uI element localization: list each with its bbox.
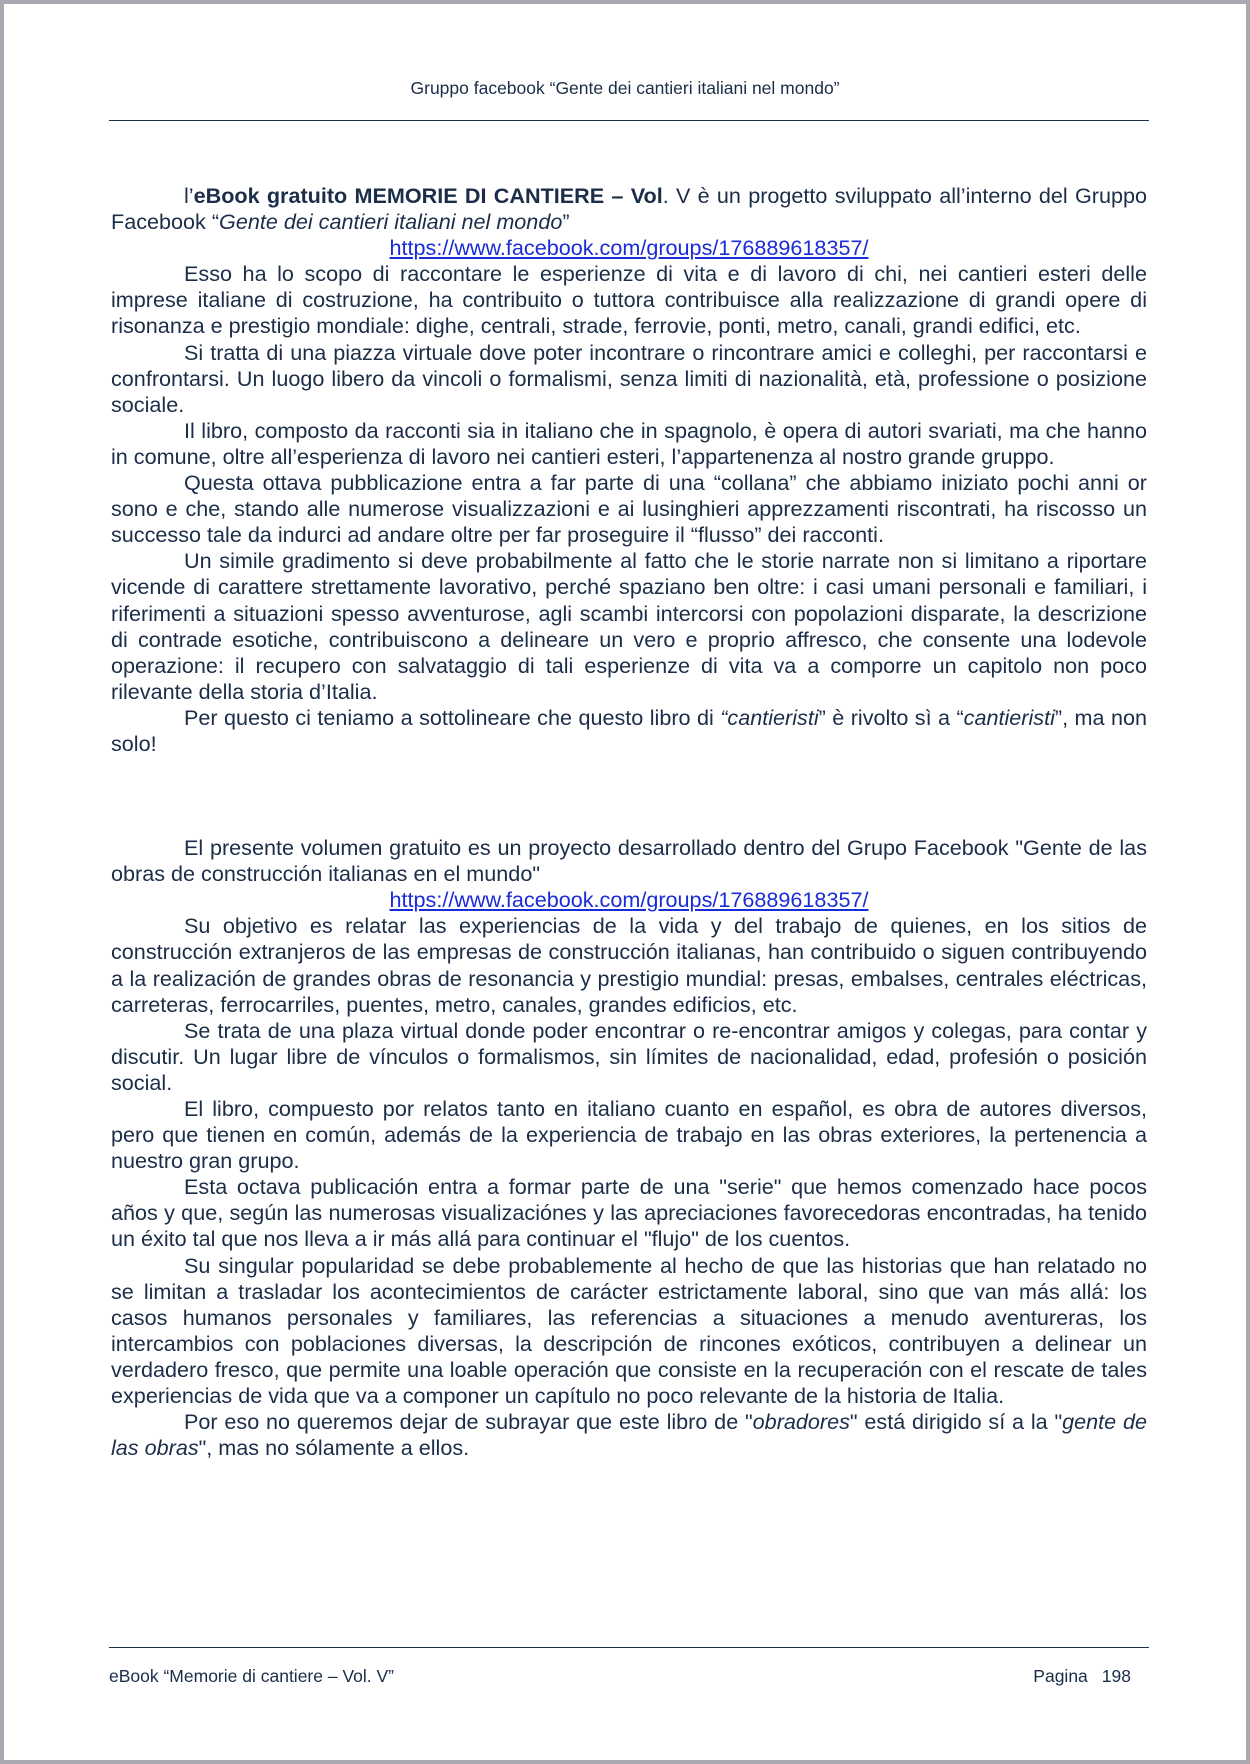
it-intro-pre: l’: [184, 183, 194, 208]
it-p6-italic-2: cantieristi: [963, 704, 1055, 730]
es-p6-c: ", mas no sólamente a ellos.: [198, 1435, 470, 1461]
it-paragraph-3: Il libro, composto da racconti sia in italiano che in spagnolo, è opera di autori svariati, ma che hanno in comune, oltre all’esperienza di lavoro nei cantieri esteri, l’appartenenza al nostro grande gruppo.: [111, 417, 1147, 469]
es-paragraph-2: Se trata de una plaza virtual donde poder encontrar o re-encontrar amigos y colegas, para contar y discutir. Un lugar libre de vínculos o formalismos, sin límites de nacionalidad, edad, profesión o posición social.: [111, 1017, 1147, 1095]
it-paragraph-6: [111, 705, 1147, 757]
es-paragraph-1: Su objetivo es relatar las experiencias de la vida y del trabajo de quienes, en los sitios de construcción extranjeros de las empresas de construcción italianas, han contribuido o siguen contribuyendo a la realización de grandes obras de resonancia y prestigio mundial: presas, embalses, centrales eléctricas, carreteras, ferrocarriles, puentes, metro, canales, grandes edificios, etc.: [111, 913, 1147, 1017]
footer-book-title: eBook “Memorie di cantiere – Vol. V”: [109, 1666, 394, 1686]
it-paragraph-4: Questa ottava pubblicazione entra a far parte di una “collana” che abbiamo iniziato pochi anni or sono e che, stando alle numerose visualizzazioni e ai lusinghieri apprezzamenti riscontrati, ha riscosso un successo tale da indurci ad andare oltre per far proseguire il “flusso” dei racconti.: [111, 470, 1147, 548]
es-paragraph-4: Esta octava publicación entra a formar parte de una "serie" que hemos comenzado hace pocos años y que, según las numerosas visualizaciónes y las apreciaciones favorecedoras encontradas, ha tenido un éxito tal que nos lleva a ir más allá para continuar el "flujo" de los cuentos.: [111, 1174, 1147, 1252]
es-group-link[interactable]: https://www.facebook.com/groups/176889618357/: [389, 887, 869, 913]
it-paragraph-5: Un simile gradimento si deve probabilmente al fatto che le storie narrate non si limitano a riportare vicende di carattere strettamente lavorativo, perché spaziano ben oltre: i casi umani personali e familiari, i riferimenti a situazioni spesso avventurose, agli scambi intercorsi con popolazioni disparate, la descrizione di contrade esotiche, contribuiscono a delineare un vero e proprio affresco, che consente una lodevole operazione: il recupero con salvataggio di tali esperienze di vita va a comporre un capitolo non poco rilevante della storia d’Italia.: [111, 548, 1147, 704]
page-body: [111, 183, 1147, 1461]
it-intro-close: ”: [562, 209, 570, 235]
es-paragraph-5: Su singular popularidad se debe probablemente al hecho de que las historias que han relatado no se limitan a trasladar los acontecimientos de carácter estrictamente laboral, sino que van más allá: los casos humanos personales y familiares, las referencias a situaciones a menudo aventureras, los intercambios con poblaciones diversas, la descripción de rincones exóticos, contribuyen a delinear un verdadero fresco, que permite una loable operación que consiste en la recuperación con el rescate de tales experiencias de vida que va a componer un capítulo no poco relevante de la historia de Italia.: [111, 1252, 1147, 1409]
es-p6-italic-2: gente de las obras: [111, 1409, 1147, 1461]
es-intro-paragraph: El presente volumen gratuito es un proyecto desarrollado dentro del Grupo Facebook "Gente de las obras de construcción italianas en el mundo": [111, 835, 1147, 887]
footer-page-number: 198: [1101, 1666, 1131, 1686]
it-intro-bold: eBook gratuito MEMORIE DI CANTIERE – Vol: [193, 183, 663, 208]
running-header: Gruppo facebook “Gente dei cantieri italiani nel mondo”: [410, 78, 840, 98]
it-intro-paragraph: [111, 183, 1147, 235]
it-group-link[interactable]: https://www.facebook.com/groups/176889618357/: [389, 235, 869, 261]
footer-rule: [109, 1647, 1149, 1648]
it-paragraph-1: Esso ha lo scopo di raccontare le esperienze di vita e di lavoro di chi, nei cantieri esteri delle imprese italiane di costruzione, ha contribuito o tuttora contribuisce alla realizzazione di grandi opere di risonanza e prestigio mondiale: dighe, centrali, strade, ferrovie, ponti, metro, canali, grandi edifici, etc.: [111, 261, 1147, 339]
header-rule: [109, 120, 1149, 121]
it-p6-b: ” è rivolto sì a “: [818, 704, 964, 730]
es-paragraph-6: [111, 1409, 1147, 1461]
it-p6-a: Per questo ci teniamo a sottolineare che questo libro di: [184, 704, 721, 730]
section-gap: [111, 757, 1147, 835]
footer-page-info: [1033, 1666, 1131, 1687]
it-link-line: [111, 235, 1147, 261]
it-intro-post: . V è un progetto sviluppato all’interno del Gruppo Facebook “: [111, 183, 1147, 235]
footer-page-label: Pagina: [1033, 1666, 1088, 1686]
es-p6-b: " está dirigido sí a la ": [849, 1409, 1063, 1435]
es-p6-italic-1: obradores: [752, 1409, 850, 1435]
it-intro-italic: Gente dei cantieri italiani nel mondo: [219, 209, 563, 235]
es-link-line: [111, 887, 1147, 913]
it-paragraph-2: Si tratta di una piazza virtuale dove poter incontrare o rincontrare amici e colleghi, per raccontarsi e confrontarsi. Un luogo libero da vincoli o formalismi, senza limiti di nazionalità, età, professione o posizione sociale.: [111, 339, 1147, 417]
es-paragraph-3: El libro, compuesto por relatos tanto en italiano cuanto en español, es obra de autores diversos, pero que tienen en común, además de la experiencia de trabajo en las obras exteriores, la pertenencia a nuestro gran grupo.: [111, 1096, 1147, 1174]
es-p6-a: Por eso no queremos dejar de subrayar que este libro de ": [184, 1409, 753, 1435]
it-p6-c: ”, ma non solo!: [111, 704, 1147, 756]
it-p6-italic-1: “cantieristi: [720, 704, 819, 730]
